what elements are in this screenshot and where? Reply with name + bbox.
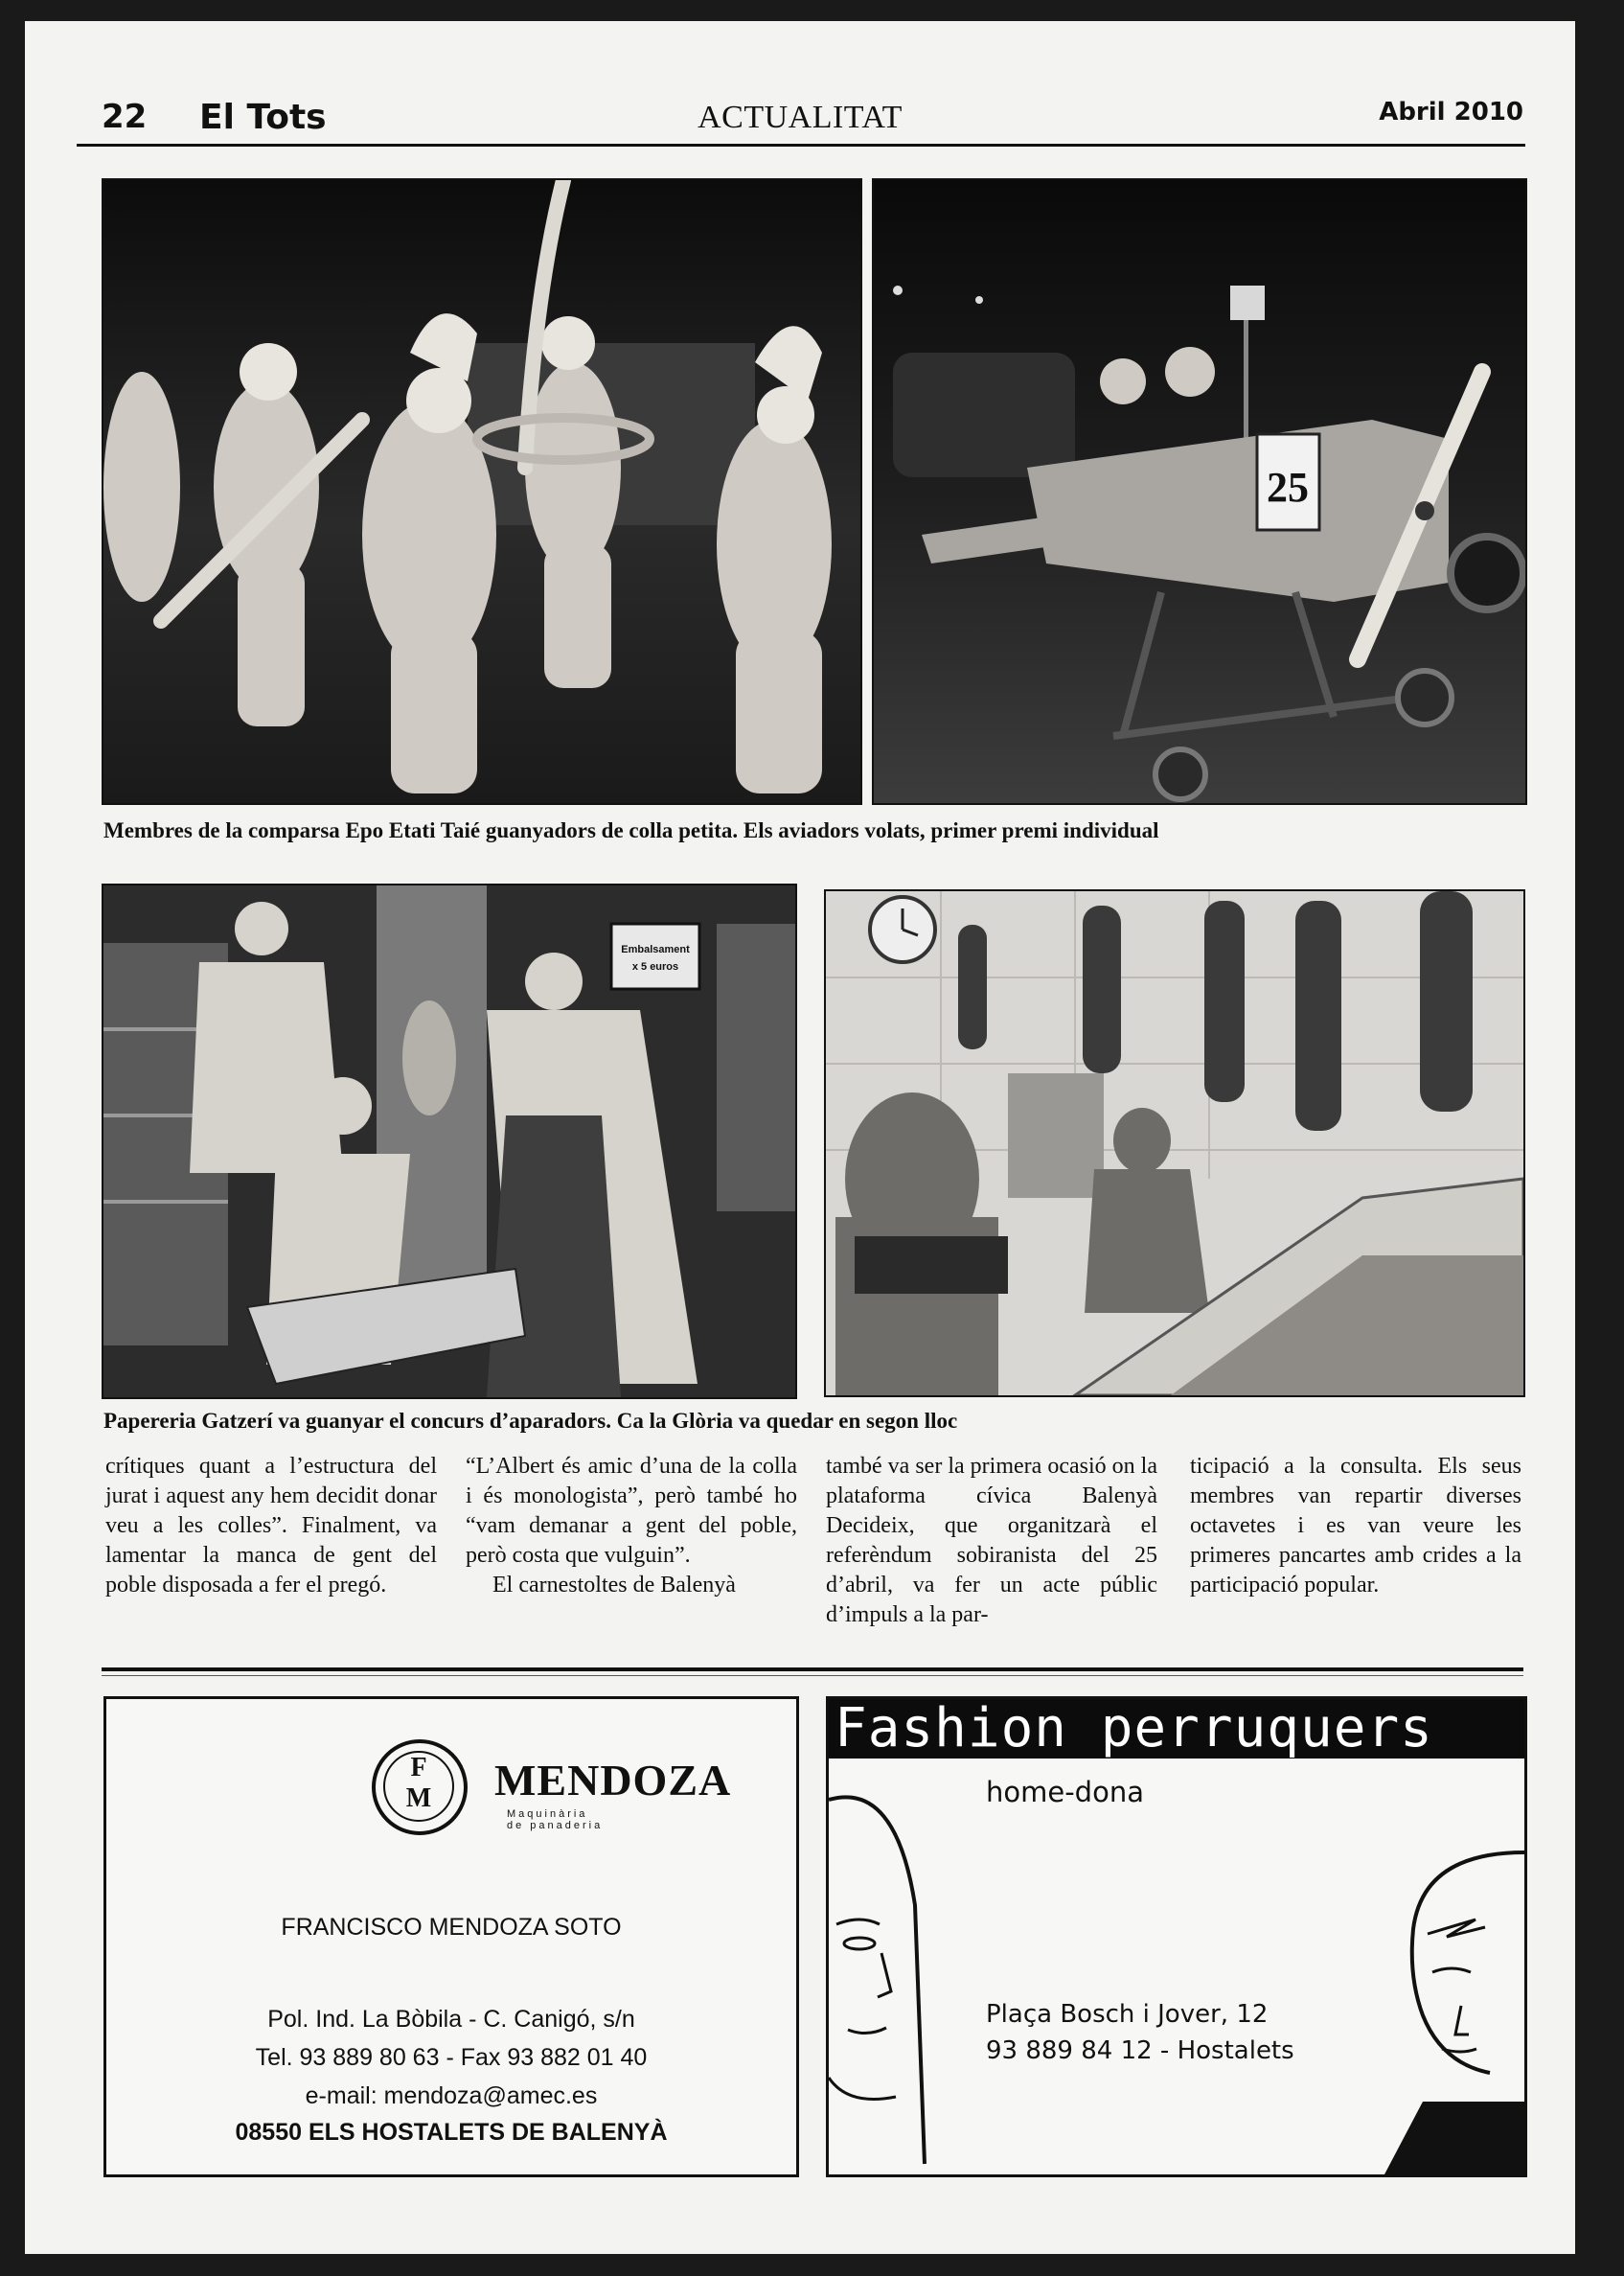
ad-fashion-perruquers — [826, 1696, 1527, 2177]
tagline-line-1: Maquinària — [507, 1808, 588, 1820]
svg-text:Embalsament: Embalsament — [621, 944, 690, 955]
salon-address: Plaça Bosch i Jover, 12 — [986, 2000, 1269, 2029]
photo-papereria — [102, 884, 797, 1399]
photo-comparsa — [102, 178, 862, 805]
company-name: MENDOZA — [494, 1756, 732, 1805]
section-divider — [102, 1667, 1523, 1671]
caption-middle: Papereria Gatzerí va guanyar el concurs d’aparadors. Ca la Glòria va quedar en segon lloc — [103, 1409, 958, 1433]
woman-face-illustration — [829, 1790, 934, 2173]
article-column-2 — [466, 1452, 797, 1600]
company-email: e-mail: mendoza@amec.es — [305, 2082, 598, 2109]
header-rule — [77, 144, 1525, 147]
ad-mendoza — [103, 1696, 799, 2177]
owner-name: FRANCISCO MENDOZA SOTO — [281, 1914, 622, 1941]
salon-contact — [986, 1996, 1294, 2069]
company-address: Pol. Ind. La Bòbila - C. Canigó, s/n — [267, 2006, 635, 2033]
tagline-line-2: de panaderia — [507, 1820, 604, 1831]
caption-top: Membres de la comparsa Epo Etati Taié guanyadors de colla petita. Els aviadors volats, primer premi individual — [103, 818, 1159, 842]
section-title: ACTUALITAT — [698, 100, 903, 135]
page-header — [77, 75, 1523, 142]
salon-phone: 93 889 84 12 - Hostalets — [986, 2036, 1294, 2065]
issue-date: Abril 2010 — [1379, 98, 1523, 126]
page-number: 22 — [102, 98, 148, 136]
company-tagline — [507, 1808, 603, 1831]
logo-letter-m: M — [405, 1783, 432, 1813]
article-column-1 — [105, 1452, 437, 1600]
svg-text:x 5 euros: x 5 euros — [631, 961, 679, 973]
man-face-illustration — [1384, 1843, 1524, 2174]
article-text: “L’Albert és amic d’una de la colla i és monologista”, però també ho “vam demanar a gent del poble, però costa que vulguin”. — [466, 1454, 797, 1568]
article-text: El carnestoltes de Balenyà — [492, 1573, 736, 1598]
article-text: ticipació a la consulta. Els seus membres van repartir diverses octavetes i es van veure les primeres pancartes amb crides a la participació popular. — [1190, 1454, 1521, 1598]
company-city: 08550 ELS HOSTALETS DE BALENYÀ — [235, 2119, 668, 2146]
mendoza-logo — [372, 1739, 468, 1835]
salon-title: Fashion perruquers — [829, 1699, 1527, 1759]
publication-name: El Tots — [199, 98, 327, 137]
photo-carnisseria — [824, 889, 1525, 1397]
salon-subtitle: home-dona — [986, 1776, 1144, 1808]
plane-number: 25 — [1267, 464, 1309, 511]
logo-letter-f: F — [410, 1753, 427, 1782]
section-divider-thin — [102, 1675, 1523, 1676]
company-phone: Tel. 93 889 80 63 - Fax 93 882 01 40 — [255, 2044, 648, 2071]
article-text: crítiques quant a l’estructura del jurat i aquest any hem decidit donar veu a les colles”. Finalment, va lamentar la manca de gent del poble disposada a fer el pregó. — [105, 1454, 437, 1598]
photo-aviadors — [872, 178, 1527, 805]
article-text: també va ser la primera ocasió on la plataforma cívica Balenyà Decideix, que organitzarà el referèndum sobiranista del 25 d’abril, va fer un acte públic d’impuls a la par- — [826, 1454, 1157, 1627]
article-column-3 — [826, 1452, 1157, 1630]
article-column-4 — [1190, 1452, 1521, 1600]
